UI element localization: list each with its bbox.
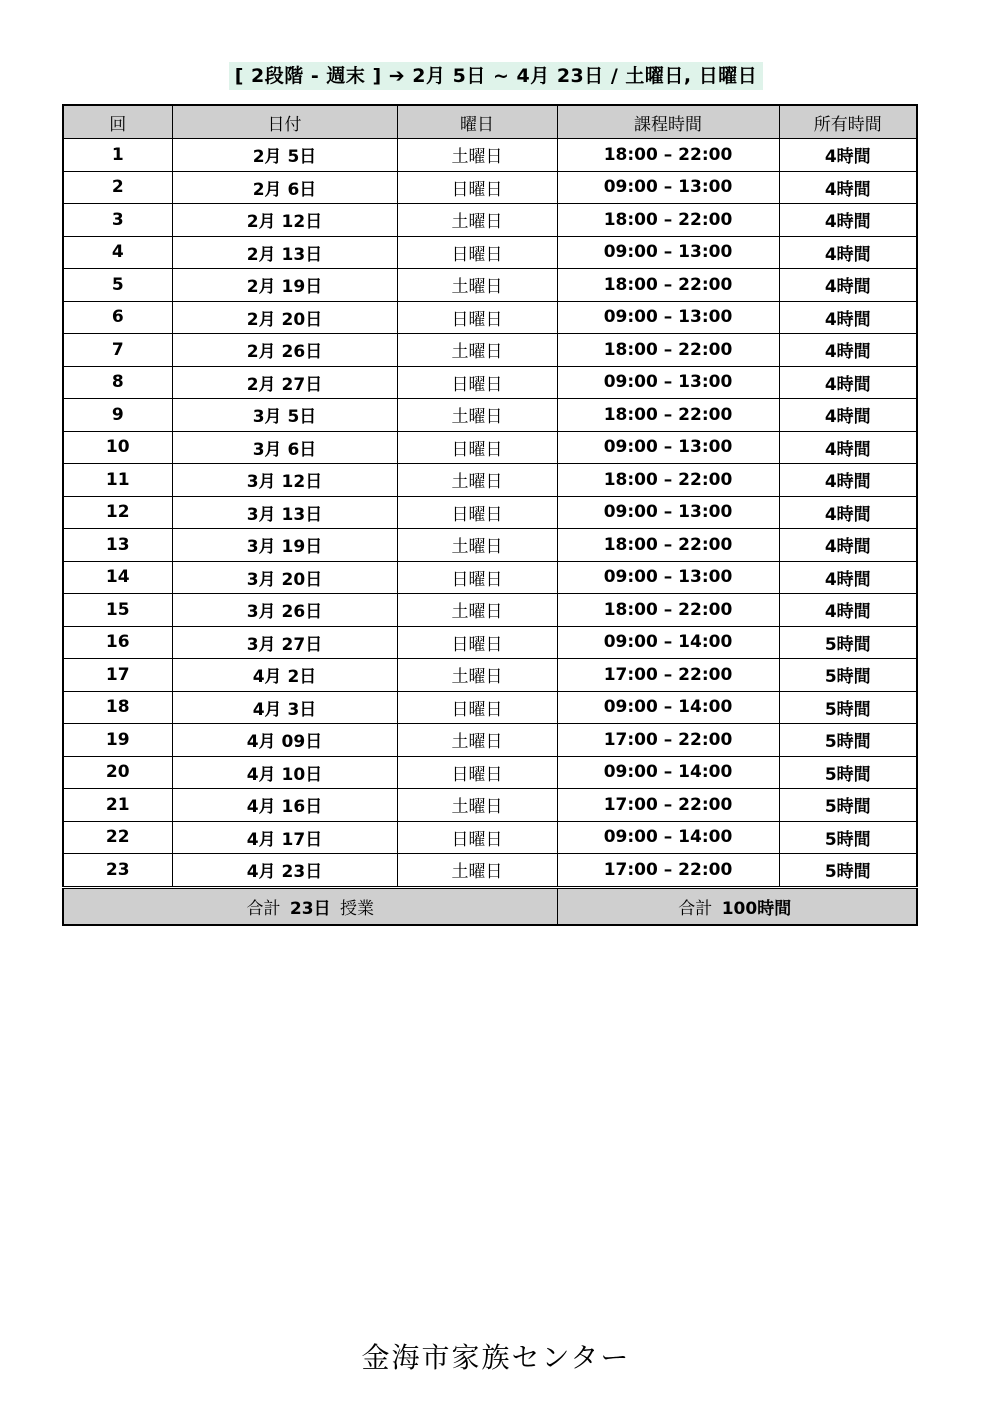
- table-row: [63, 561, 917, 594]
- summary-days-value: 23日: [289, 898, 331, 919]
- cell-date: 2月 19日: [172, 269, 397, 302]
- cell-session: 4: [63, 236, 172, 269]
- cell-session: 15: [63, 594, 172, 627]
- cell-date: 3月 12日: [172, 464, 397, 497]
- cell-duration: 4時間: [779, 236, 917, 269]
- cell-date: 3月 6日: [172, 431, 397, 464]
- cell-session: 2: [63, 171, 172, 204]
- table-row: [63, 529, 917, 562]
- table-header: [63, 105, 917, 139]
- cell-session: 6: [63, 301, 172, 334]
- cell-weekday: 日曜日: [397, 366, 557, 399]
- cell-course-time: 17:00 – 22:00: [557, 659, 779, 692]
- cell-date: 4月 16日: [172, 789, 397, 822]
- cell-course-time: 18:00 – 22:00: [557, 594, 779, 627]
- table-row: [63, 756, 917, 789]
- cell-weekday: 日曜日: [397, 756, 557, 789]
- cell-duration: 4時間: [779, 171, 917, 204]
- cell-weekday: 土曜日: [397, 399, 557, 432]
- cell-duration: 5時間: [779, 854, 917, 888]
- cell-session: 16: [63, 626, 172, 659]
- cell-weekday: 日曜日: [397, 171, 557, 204]
- table-row: [63, 821, 917, 854]
- cell-date: 4月 17日: [172, 821, 397, 854]
- summary-days-prefix: 合計: [246, 898, 281, 919]
- table-row: [63, 626, 917, 659]
- cell-weekday: 土曜日: [397, 594, 557, 627]
- cell-date: 2月 26日: [172, 334, 397, 367]
- cell-date: 4月 23日: [172, 854, 397, 888]
- cell-session: 8: [63, 366, 172, 399]
- table-row: [63, 236, 917, 269]
- cell-weekday: 土曜日: [397, 854, 557, 888]
- cell-weekday: 土曜日: [397, 789, 557, 822]
- cell-date: 3月 20日: [172, 561, 397, 594]
- table-row: [63, 334, 917, 367]
- table-row: [63, 464, 917, 497]
- cell-course-time: 09:00 – 14:00: [557, 691, 779, 724]
- header-weekday: 曜日: [397, 105, 557, 139]
- cell-course-time: 09:00 – 14:00: [557, 821, 779, 854]
- cell-course-time: 18:00 – 22:00: [557, 269, 779, 302]
- table-row: [63, 171, 917, 204]
- cell-date: 4月 2日: [172, 659, 397, 692]
- cell-course-time: 09:00 – 13:00: [557, 561, 779, 594]
- cell-weekday: 日曜日: [397, 821, 557, 854]
- cell-duration: 5時間: [779, 756, 917, 789]
- cell-weekday: 土曜日: [397, 334, 557, 367]
- cell-date: 3月 5日: [172, 399, 397, 432]
- cell-weekday: 日曜日: [397, 236, 557, 269]
- cell-weekday: 土曜日: [397, 139, 557, 172]
- cell-duration: 5時間: [779, 821, 917, 854]
- cell-duration: 4時間: [779, 139, 917, 172]
- header-row: [63, 105, 917, 139]
- table-row: [63, 269, 917, 302]
- cell-course-time: 09:00 – 13:00: [557, 236, 779, 269]
- cell-duration: 4時間: [779, 464, 917, 497]
- summary-total-hours: [557, 887, 917, 925]
- cell-duration: 4時間: [779, 269, 917, 302]
- cell-session: 3: [63, 204, 172, 237]
- cell-date: 3月 27日: [172, 626, 397, 659]
- table-row: [63, 204, 917, 237]
- cell-date: 3月 19日: [172, 529, 397, 562]
- cell-date: 2月 5日: [172, 139, 397, 172]
- cell-course-time: 09:00 – 13:00: [557, 366, 779, 399]
- cell-course-time: 17:00 – 22:00: [557, 854, 779, 888]
- cell-session: 18: [63, 691, 172, 724]
- cell-session: 20: [63, 756, 172, 789]
- header-date: 日付: [172, 105, 397, 139]
- cell-course-time: 18:00 – 22:00: [557, 334, 779, 367]
- cell-date: 2月 6日: [172, 171, 397, 204]
- table-summary: [63, 887, 917, 925]
- table-row: [63, 496, 917, 529]
- cell-course-time: 09:00 – 13:00: [557, 171, 779, 204]
- organization-name: 金海市家族センター: [361, 1341, 631, 1374]
- cell-course-time: 18:00 – 22:00: [557, 399, 779, 432]
- cell-session: 23: [63, 854, 172, 888]
- cell-duration: 5時間: [779, 789, 917, 822]
- cell-session: 14: [63, 561, 172, 594]
- cell-course-time: 17:00 – 22:00: [557, 724, 779, 757]
- cell-course-time: 17:00 – 22:00: [557, 789, 779, 822]
- cell-weekday: 土曜日: [397, 464, 557, 497]
- cell-duration: 5時間: [779, 626, 917, 659]
- title-container: [0, 62, 992, 90]
- cell-session: 5: [63, 269, 172, 302]
- cell-date: 2月 20日: [172, 301, 397, 334]
- cell-date: 4月 09日: [172, 724, 397, 757]
- cell-duration: 5時間: [779, 724, 917, 757]
- cell-session: 19: [63, 724, 172, 757]
- cell-date: 4月 3日: [172, 691, 397, 724]
- cell-duration: 4時間: [779, 561, 917, 594]
- cell-session: 11: [63, 464, 172, 497]
- table-row: [63, 724, 917, 757]
- cell-session: 21: [63, 789, 172, 822]
- header-duration: 所有時間: [779, 105, 917, 139]
- page-title: [ 2段階 - 週末 ] ➔ 2月 5日 ~ 4月 23日 / 土曜日, 日曜日: [229, 62, 764, 90]
- table-row: [63, 691, 917, 724]
- cell-weekday: 土曜日: [397, 724, 557, 757]
- cell-duration: 5時間: [779, 659, 917, 692]
- cell-duration: 4時間: [779, 204, 917, 237]
- cell-course-time: 09:00 – 13:00: [557, 301, 779, 334]
- cell-duration: 4時間: [779, 334, 917, 367]
- cell-session: 17: [63, 659, 172, 692]
- table-row: [63, 594, 917, 627]
- table-row: [63, 366, 917, 399]
- cell-date: 2月 13日: [172, 236, 397, 269]
- cell-date: 4月 10日: [172, 756, 397, 789]
- cell-date: 3月 13日: [172, 496, 397, 529]
- cell-course-time: 18:00 – 22:00: [557, 139, 779, 172]
- table-body: [63, 139, 917, 888]
- cell-weekday: 土曜日: [397, 204, 557, 237]
- table-row: [63, 789, 917, 822]
- table-row: [63, 399, 917, 432]
- cell-duration: 4時間: [779, 301, 917, 334]
- cell-duration: 4時間: [779, 594, 917, 627]
- cell-weekday: 日曜日: [397, 626, 557, 659]
- summary-total-days: [63, 887, 557, 925]
- cell-session: 12: [63, 496, 172, 529]
- cell-session: 13: [63, 529, 172, 562]
- cell-duration: 4時間: [779, 366, 917, 399]
- cell-date: 2月 12日: [172, 204, 397, 237]
- cell-session: 7: [63, 334, 172, 367]
- table-row: [63, 431, 917, 464]
- cell-session: 9: [63, 399, 172, 432]
- cell-duration: 4時間: [779, 496, 917, 529]
- cell-weekday: 日曜日: [397, 691, 557, 724]
- cell-weekday: 日曜日: [397, 431, 557, 464]
- cell-duration: 4時間: [779, 399, 917, 432]
- cell-duration: 5時間: [779, 691, 917, 724]
- cell-duration: 4時間: [779, 529, 917, 562]
- table-row: [63, 854, 917, 888]
- cell-course-time: 09:00 – 14:00: [557, 626, 779, 659]
- table-row: [63, 139, 917, 172]
- cell-date: 3月 26日: [172, 594, 397, 627]
- cell-course-time: 18:00 – 22:00: [557, 464, 779, 497]
- table-row: [63, 659, 917, 692]
- table-row: [63, 301, 917, 334]
- cell-weekday: 日曜日: [397, 561, 557, 594]
- cell-duration: 4時間: [779, 431, 917, 464]
- summary-hours-value: 100時間: [721, 898, 792, 919]
- cell-course-time: 18:00 – 22:00: [557, 204, 779, 237]
- header-course-time: 課程時間: [557, 105, 779, 139]
- cell-session: 22: [63, 821, 172, 854]
- cell-weekday: 土曜日: [397, 529, 557, 562]
- cell-session: 1: [63, 139, 172, 172]
- cell-session: 10: [63, 431, 172, 464]
- summary-days-suffix: 授業: [339, 898, 374, 919]
- cell-weekday: 土曜日: [397, 269, 557, 302]
- header-session: 回: [63, 105, 172, 139]
- cell-weekday: 土曜日: [397, 659, 557, 692]
- cell-weekday: 日曜日: [397, 496, 557, 529]
- cell-course-time: 09:00 – 14:00: [557, 756, 779, 789]
- summary-hours-prefix: 合計: [678, 898, 713, 919]
- cell-course-time: 18:00 – 22:00: [557, 529, 779, 562]
- cell-course-time: 09:00 – 13:00: [557, 431, 779, 464]
- summary-row: [63, 887, 917, 925]
- schedule-table: [62, 104, 918, 926]
- cell-weekday: 日曜日: [397, 301, 557, 334]
- cell-course-time: 09:00 – 13:00: [557, 496, 779, 529]
- cell-date: 2月 27日: [172, 366, 397, 399]
